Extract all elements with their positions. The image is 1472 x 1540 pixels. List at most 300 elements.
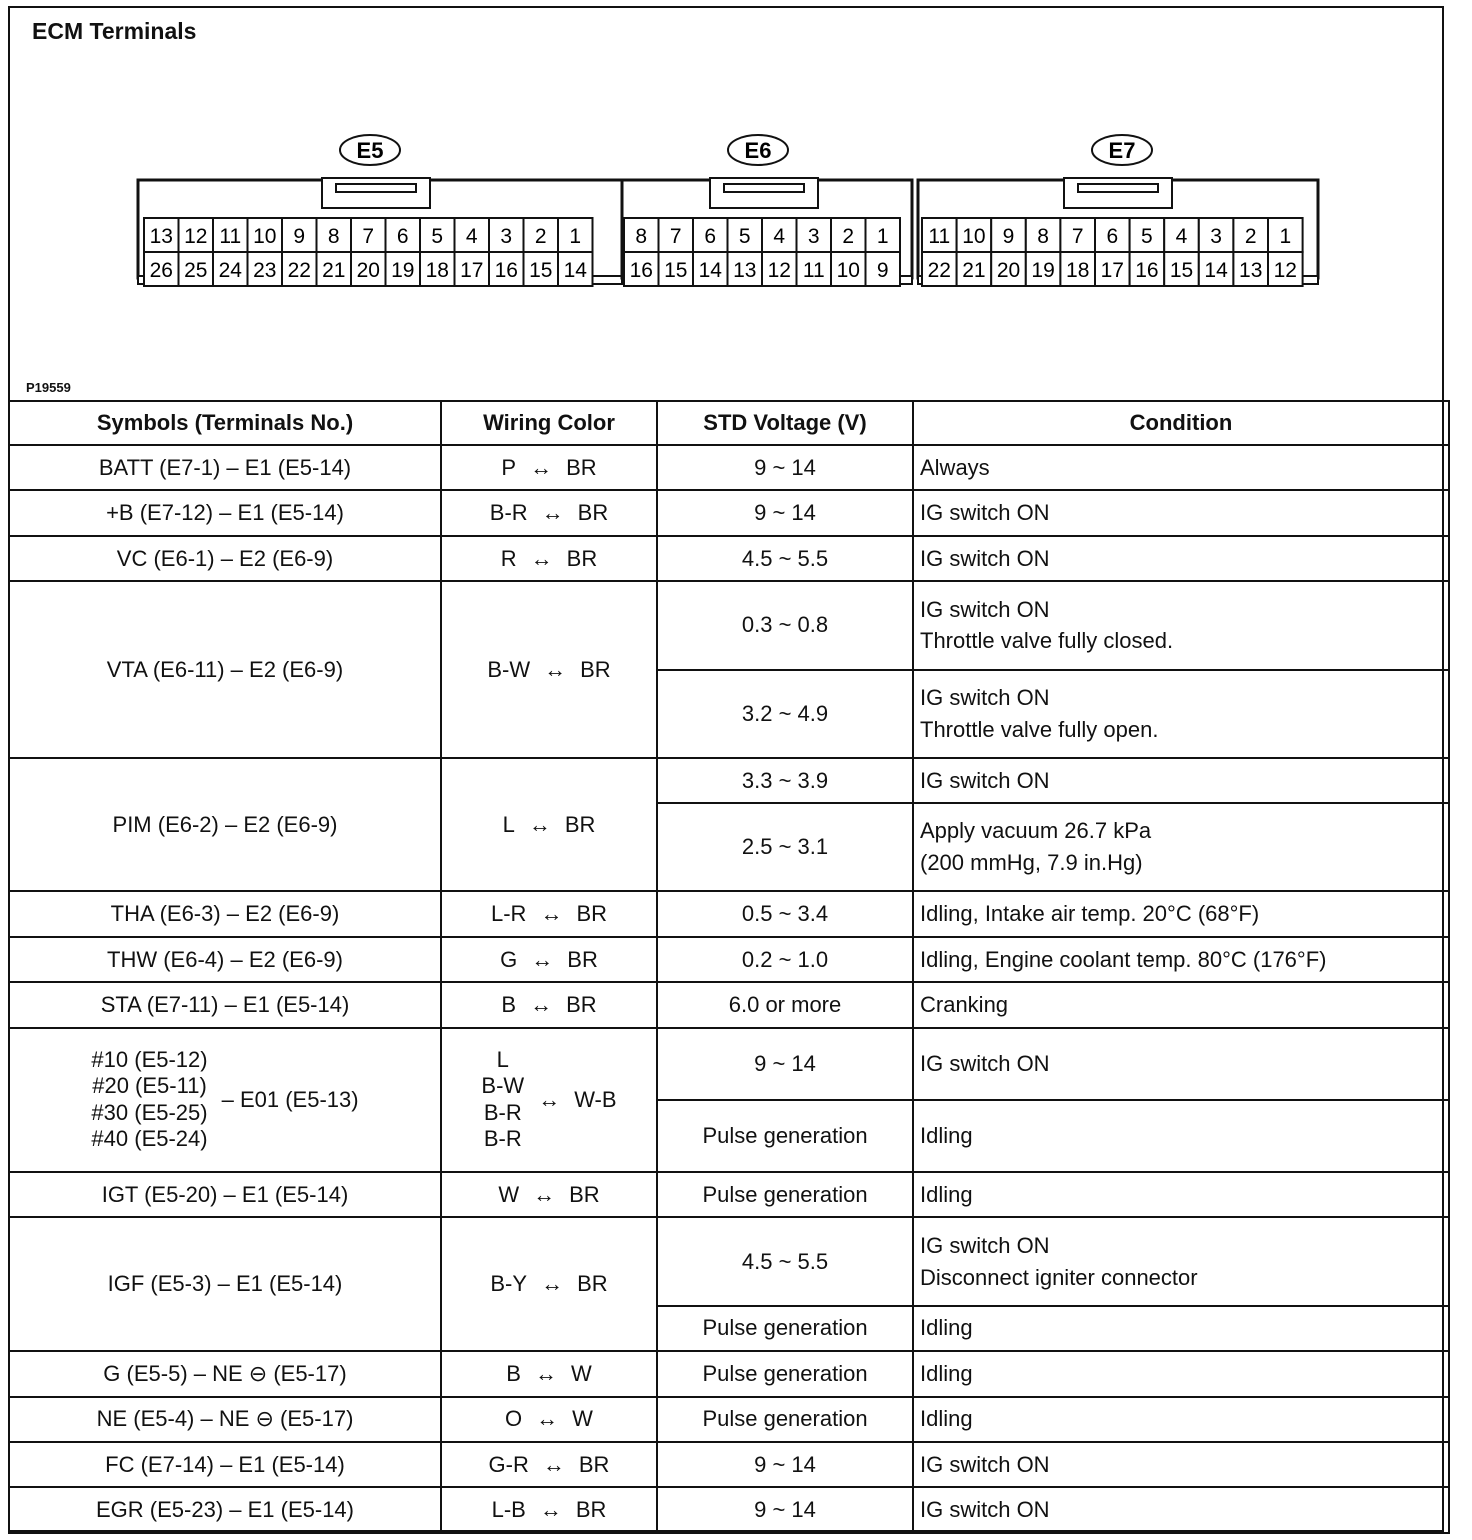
e5-terminal-8: 8 — [327, 225, 340, 248]
wiring-group — [448, 989, 650, 1021]
table-header-row — [9, 401, 1449, 445]
condition-cell — [913, 803, 1449, 891]
arrow-icon: ↔ — [531, 946, 554, 972]
symbol-cell — [9, 891, 441, 936]
table-row — [9, 1028, 1449, 1100]
arrow-icon: ↔ — [539, 1497, 562, 1523]
wiring-group — [448, 1179, 650, 1211]
e7-latch-slot — [1078, 184, 1158, 192]
e7-terminal-13: 13 — [1239, 259, 1263, 282]
diagram-title: ECM Terminals — [32, 18, 197, 44]
wiring-color-cell — [441, 1217, 657, 1351]
wiring-group — [448, 1494, 650, 1526]
wiring-color-cell — [441, 581, 657, 757]
connector-diagram — [10, 8, 1442, 400]
table-row — [9, 982, 1449, 1027]
wiring-from — [503, 809, 515, 841]
condition-cell — [913, 1217, 1449, 1305]
table-row — [9, 536, 1449, 581]
std-voltage-text: Pulse generation — [702, 1360, 868, 1386]
header-std-voltage: STD Voltage (V) — [657, 401, 913, 445]
std-voltage-cell — [657, 758, 913, 803]
e6-terminal-8: 8 — [635, 225, 648, 248]
condition-text: IG switch ON — [920, 545, 1050, 571]
std-voltage-cell — [657, 445, 913, 490]
e7-terminal-6: 6 — [1106, 225, 1119, 248]
table-row — [9, 891, 1449, 936]
condition-text: Always — [920, 454, 990, 480]
e6-terminal-6: 6 — [704, 225, 717, 248]
wire-color-from: B-Y — [490, 1271, 528, 1297]
wire-color-from: B-R — [483, 1099, 522, 1125]
condition-cell — [913, 445, 1449, 490]
std-voltage-text: 0.2 ~ 1.0 — [741, 946, 829, 972]
condition-text: Throttle valve fully open. — [920, 716, 1159, 742]
symbol-text: IGF (E5-3) – E1 (E5-14) — [107, 1271, 343, 1297]
condition-cell — [913, 1397, 1449, 1442]
std-voltage-text: 9 ~ 14 — [754, 1451, 816, 1477]
symbol-text: BATT (E7-1) – E1 (E5-14) — [98, 454, 352, 480]
wiring-color-cell — [441, 1397, 657, 1442]
ecm-terminals-sheet — [8, 6, 1444, 1532]
e5-terminal-25: 25 — [184, 259, 208, 282]
e6-terminal-3: 3 — [807, 225, 820, 248]
table-row — [9, 1172, 1449, 1217]
e5-terminal-2: 2 — [534, 225, 547, 248]
std-voltage-cell — [657, 803, 913, 891]
e7-terminal-16: 16 — [1135, 259, 1159, 282]
std-voltage-cell — [657, 1442, 913, 1487]
e5-terminal-14: 14 — [563, 259, 587, 282]
e7-terminal-5: 5 — [1141, 225, 1153, 248]
condition-cell — [913, 982, 1449, 1027]
table-row — [9, 1351, 1449, 1396]
symbol-text: EGR (E5-23) – E1 (E5-14) — [96, 1497, 354, 1523]
symbol-cell — [9, 536, 441, 581]
e5-terminal-4: 4 — [465, 225, 478, 248]
wiring-color-cell — [441, 1351, 657, 1396]
e5-terminal-22: 22 — [287, 259, 311, 282]
wiring-color-cell — [441, 490, 657, 535]
std-voltage-text: 2.5 ~ 3.1 — [741, 834, 829, 860]
symbol-text: FC (E7-14) – E1 (E5-14) — [105, 1451, 345, 1477]
e5-label: E5 — [356, 138, 384, 163]
condition-text: IG switch ON — [920, 596, 1050, 622]
e5-terminal-21: 21 — [322, 259, 346, 282]
wiring-from — [481, 1047, 524, 1153]
wire-color-to: BR — [566, 454, 597, 480]
e5-latch-slot — [336, 184, 416, 192]
wiring-group — [448, 944, 650, 976]
wiring-group — [448, 654, 650, 686]
std-voltage-cell — [657, 1100, 913, 1172]
wiring-group — [448, 1268, 650, 1300]
std-voltage-text: 3.2 ~ 4.9 — [741, 700, 829, 726]
e5-terminal-20: 20 — [356, 259, 380, 282]
arrow-icon: ↔ — [533, 1181, 556, 1207]
e7-terminal-2: 2 — [1244, 225, 1257, 248]
wire-color-to: BR — [578, 1451, 610, 1477]
table-row — [9, 581, 1449, 669]
std-voltage-cell — [657, 891, 913, 936]
wiring-color-cell — [441, 445, 657, 490]
e5-terminal-24: 24 — [218, 259, 242, 282]
arrow-icon: ↔ — [544, 656, 567, 682]
std-voltage-cell — [657, 1397, 913, 1442]
std-voltage-cell — [657, 1028, 913, 1100]
wiring-color-cell — [441, 1487, 657, 1533]
wiring-from — [501, 543, 517, 575]
wire-color-from: R — [500, 545, 517, 571]
wire-color-from: B-W — [487, 656, 531, 682]
arrow-icon: ↔ — [530, 454, 553, 480]
arrow-icon: ↔ — [536, 1406, 559, 1432]
std-voltage-text: Pulse generation — [702, 1122, 868, 1148]
e6-terminal-14: 14 — [698, 259, 722, 282]
e5-terminal-5: 5 — [431, 225, 444, 248]
std-voltage-cell — [657, 1351, 913, 1396]
e7-terminal-8: 8 — [1037, 225, 1049, 248]
wiring-from — [505, 1403, 522, 1435]
e5-terminal-15: 15 — [529, 259, 553, 282]
e7-terminal-15: 15 — [1169, 259, 1194, 282]
wiring-color-cell — [441, 1442, 657, 1487]
condition-text: Idling — [920, 1406, 973, 1432]
header-wiring-color: Wiring Color — [441, 401, 657, 445]
e6-terminal-9: 9 — [876, 259, 889, 282]
wire-color-to: BR — [566, 991, 597, 1017]
e7-terminal-9: 9 — [1002, 225, 1015, 248]
wire-color-to: W — [570, 1360, 592, 1386]
e6-terminal-4: 4 — [773, 225, 786, 248]
e6-terminal-2: 2 — [842, 225, 855, 248]
header-symbols: Symbols (Terminals No.) — [9, 401, 441, 445]
symbol-text: THA (E6-3) – E2 (E6-9) — [110, 901, 340, 927]
condition-text: Idling — [920, 1315, 973, 1341]
arrow-icon: ↔ — [540, 901, 563, 927]
table-row — [9, 445, 1449, 490]
wiring-group — [448, 1047, 650, 1153]
wiring-color-cell — [441, 758, 657, 892]
symbol-text: #40 (E5-24) — [91, 1126, 208, 1152]
e7-terminal-22: 22 — [927, 259, 951, 282]
wire-color-from: B — [501, 992, 517, 1018]
condition-text: Idling — [920, 1360, 973, 1386]
wire-color-to: BR — [567, 946, 598, 972]
wire-color-from: L — [496, 1047, 509, 1073]
wire-color-from: B — [506, 1360, 521, 1386]
condition-cell — [913, 1442, 1449, 1487]
table-row — [9, 1442, 1449, 1487]
table-row — [9, 1397, 1449, 1442]
condition-text: Throttle valve fully closed. — [920, 628, 1174, 654]
condition-cell — [913, 581, 1449, 669]
wiring-color-cell — [441, 1172, 657, 1217]
e5-terminal-17: 17 — [460, 259, 484, 282]
std-voltage-cell — [657, 1217, 913, 1305]
symbol-cell — [9, 1172, 441, 1217]
e6-terminal-5: 5 — [738, 225, 751, 248]
condition-text: IG switch ON — [920, 767, 1050, 793]
arrow-icon: ↔ — [534, 1360, 557, 1386]
e5-terminal-9: 9 — [293, 225, 306, 248]
e5-terminal-26: 26 — [149, 259, 173, 282]
symbol-text: IGT (E5-20) – E1 (E5-14) — [101, 1181, 349, 1207]
symbol-cell — [9, 937, 441, 982]
symbol-cell — [9, 758, 441, 892]
wiring-group — [448, 1403, 650, 1435]
std-voltage-text: 6.0 or more — [728, 992, 842, 1018]
condition-text: IG switch ON — [920, 500, 1050, 526]
e6-latch-slot — [724, 184, 804, 192]
wire-color-from: G-R — [488, 1451, 529, 1477]
e6-terminal-11: 11 — [802, 259, 825, 282]
e6-terminal-12: 12 — [767, 259, 791, 282]
symbol-text: NE (E5-4) – NE ⊖ (E5-17) — [96, 1406, 354, 1432]
table-row — [9, 1217, 1449, 1305]
condition-cell — [913, 1351, 1449, 1396]
wire-color-to: BR — [575, 1497, 607, 1523]
wiring-from — [490, 497, 528, 529]
wire-color-from: L-R — [490, 901, 527, 927]
e7-terminal-7: 7 — [1071, 225, 1084, 248]
e6-label: E6 — [744, 138, 772, 163]
e5-terminal-19: 19 — [391, 259, 415, 282]
symbol-text: THW (E6-4) – E2 (E6-9) — [107, 946, 343, 972]
connector-diagram-area — [10, 8, 1442, 400]
condition-text: IG switch ON — [920, 1050, 1050, 1076]
e5-terminal-16: 16 — [494, 259, 518, 282]
condition-cell — [913, 1306, 1449, 1351]
condition-text: Idling, Engine coolant temp. 80°C (176°F) — [920, 946, 1327, 972]
wire-color-from: L-B — [491, 1497, 526, 1523]
e5-terminal-3: 3 — [500, 225, 513, 248]
symbol-group — [16, 1047, 434, 1153]
arrow-icon: ↔ — [528, 811, 551, 837]
wiring-from — [489, 1449, 529, 1481]
e7-terminal-4: 4 — [1175, 225, 1188, 248]
e7-terminal-3: 3 — [1210, 225, 1222, 248]
std-voltage-cell — [657, 670, 913, 758]
condition-text: Cranking — [920, 992, 1009, 1018]
symbol-cell — [9, 445, 441, 490]
e6-terminal-10: 10 — [836, 259, 860, 282]
e5-terminal-23: 23 — [253, 259, 277, 282]
table-row — [9, 937, 1449, 982]
symbol-text: #30 (E5-25) — [91, 1099, 208, 1125]
wire-color-from: O — [505, 1406, 523, 1432]
wire-color-from: B-R — [483, 1126, 522, 1152]
wiring-group — [448, 497, 650, 529]
std-voltage-text: Pulse generation — [702, 1406, 868, 1432]
symbol-text: G (E5-5) – NE ⊖ (E5-17) — [103, 1360, 347, 1386]
symbol-text: #20 (E5-11) — [92, 1073, 207, 1099]
figure-id: P19559 — [26, 380, 71, 395]
std-voltage-cell — [657, 982, 913, 1027]
e7-terminal-20: 20 — [996, 259, 1021, 282]
wire-color-to: BR — [566, 545, 598, 571]
wire-color-to: BR — [564, 811, 596, 837]
wiring-from — [500, 944, 517, 976]
wire-color-to: BR — [580, 656, 611, 682]
e5-terminal-1: 1 — [569, 225, 582, 248]
condition-text: IG switch ON — [920, 1232, 1050, 1258]
condition-text: IG switch ON — [920, 1451, 1050, 1477]
condition-text: Disconnect igniter connector — [920, 1264, 1198, 1290]
e5-terminal-6: 6 — [396, 225, 409, 248]
wire-color-to: BR — [576, 901, 607, 927]
e7-terminal-19: 19 — [1031, 259, 1055, 282]
std-voltage-text: 3.3 ~ 3.9 — [741, 767, 829, 793]
wire-color-from: G — [500, 946, 518, 972]
e7-terminal-12: 12 — [1273, 259, 1297, 282]
std-voltage-text: 9 ~ 14 — [754, 1497, 816, 1523]
std-voltage-text: 4.5 ~ 5.5 — [741, 1248, 829, 1274]
wire-color-to: BR — [577, 500, 609, 526]
condition-text: (200 mmHg, 7.9 in.Hg) — [920, 850, 1143, 876]
e7-terminal-14: 14 — [1204, 259, 1228, 282]
symbol-cell — [9, 1217, 441, 1351]
symbol-cell — [9, 581, 441, 757]
wire-color-from: B-R — [489, 500, 528, 526]
e6-terminal-1: 1 — [876, 225, 889, 248]
e6-terminal-16: 16 — [629, 259, 653, 282]
condition-cell — [913, 1172, 1449, 1217]
wiring-color-cell — [441, 891, 657, 936]
condition-cell — [913, 670, 1449, 758]
condition-cell — [913, 536, 1449, 581]
wiring-group — [448, 898, 650, 930]
arrow-icon: ↔ — [541, 500, 564, 526]
header-condition: Condition — [913, 401, 1449, 445]
arrow-icon: ↔ — [542, 1451, 565, 1477]
condition-cell — [913, 1028, 1449, 1100]
e5-terminal-7: 7 — [362, 225, 375, 248]
symbol-cell — [9, 982, 441, 1027]
wire-color-from: W — [498, 1181, 520, 1207]
e5-terminal-12: 12 — [184, 225, 208, 248]
wiring-group — [448, 543, 650, 575]
condition-cell — [913, 490, 1449, 535]
std-voltage-text: 0.3 ~ 0.8 — [741, 612, 829, 638]
std-voltage-text: 0.5 ~ 3.4 — [741, 901, 829, 927]
wire-color-from: B-W — [481, 1073, 525, 1099]
condition-cell — [913, 758, 1449, 803]
wiring-from — [487, 654, 530, 686]
wiring-from — [491, 898, 526, 930]
condition-cell — [913, 891, 1449, 936]
condition-text: Idling — [920, 1122, 973, 1148]
e7-terminal-11: 11 — [928, 225, 951, 248]
symbol-text: STA (E7-11) – E1 (E5-14) — [100, 992, 350, 1018]
condition-cell — [913, 1100, 1449, 1172]
std-voltage-cell — [657, 937, 913, 982]
symbol-ground: – E01 (E5-13) — [221, 1086, 359, 1112]
table-row — [9, 1487, 1449, 1533]
symbol-cell — [9, 490, 441, 535]
arrow-icon: ↔ — [530, 991, 553, 1017]
wiring-from — [506, 1358, 521, 1390]
wire-color-to: W — [572, 1406, 593, 1432]
std-voltage-text: 9 ~ 14 — [754, 454, 816, 480]
wiring-group — [448, 1449, 650, 1481]
wiring-from — [490, 1268, 527, 1300]
wire-color-to: W-B — [574, 1086, 617, 1112]
condition-text: IG switch ON — [920, 1497, 1050, 1523]
e5-terminal-10: 10 — [253, 225, 277, 248]
wire-color-from: P — [501, 454, 517, 480]
condition-text: Idling — [920, 1181, 973, 1207]
e5-terminal-11: 11 — [219, 225, 242, 248]
e7-terminal-18: 18 — [1066, 259, 1090, 282]
std-voltage-cell — [657, 1306, 913, 1351]
condition-cell — [913, 1487, 1449, 1533]
ecm-terminals-table — [8, 400, 1450, 1534]
wiring-color-cell — [441, 536, 657, 581]
symbol-list — [91, 1047, 207, 1153]
table-row — [9, 490, 1449, 535]
wire-color-to: BR — [577, 1271, 608, 1297]
e6-terminal-13: 13 — [733, 259, 757, 282]
std-voltage-cell — [657, 1487, 913, 1533]
table-row — [9, 758, 1449, 803]
wire-color-from: L — [502, 811, 515, 837]
wiring-group — [448, 809, 650, 841]
symbol-cell — [9, 1397, 441, 1442]
std-voltage-cell — [657, 581, 913, 669]
std-voltage-cell — [657, 1172, 913, 1217]
std-voltage-cell — [657, 490, 913, 535]
condition-text: Idling, Intake air temp. 20°C (68°F) — [920, 901, 1260, 927]
symbol-cell — [9, 1028, 441, 1172]
symbol-text: +B (E7-12) – E1 (E5-14) — [106, 500, 344, 526]
wiring-color-cell — [441, 1028, 657, 1172]
wiring-from — [501, 452, 516, 484]
e5-terminal-13: 13 — [149, 225, 173, 248]
wiring-color-cell — [441, 982, 657, 1027]
e5-terminal-18: 18 — [425, 259, 449, 282]
e7-terminal-1: 1 — [1279, 225, 1292, 248]
symbol-text: VTA (E6-11) – E2 (E6-9) — [106, 656, 344, 682]
e7-terminal-17: 17 — [1100, 259, 1124, 282]
symbol-cell — [9, 1442, 441, 1487]
std-voltage-cell — [657, 536, 913, 581]
wiring-color-cell — [441, 937, 657, 982]
wire-color-to: BR — [569, 1181, 600, 1207]
std-voltage-text: 4.5 ~ 5.5 — [741, 545, 829, 571]
std-voltage-text: 9 ~ 14 — [754, 500, 816, 526]
e7-terminal-10: 10 — [962, 225, 986, 248]
e7-label: E7 — [1108, 138, 1136, 163]
e6-terminal-15: 15 — [664, 259, 688, 282]
wiring-from — [498, 1179, 519, 1211]
arrow-icon: ↔ — [538, 1086, 561, 1112]
e6-terminal-7: 7 — [669, 225, 682, 248]
arrow-icon: ↔ — [541, 1271, 564, 1297]
wiring-from — [501, 989, 516, 1021]
condition-cell — [913, 937, 1449, 982]
arrow-icon: ↔ — [530, 545, 553, 571]
condition-text: IG switch ON — [920, 684, 1050, 710]
symbol-cell — [9, 1351, 441, 1396]
symbol-text: VC (E6-1) – E2 (E6-9) — [116, 545, 334, 571]
std-voltage-text: Pulse generation — [702, 1315, 868, 1341]
symbol-text: #10 (E5-12) — [91, 1047, 208, 1073]
e7-terminal-21: 21 — [962, 259, 986, 282]
table-body — [9, 445, 1449, 1533]
wiring-group — [448, 1358, 650, 1390]
std-voltage-text: Pulse generation — [702, 1181, 868, 1207]
